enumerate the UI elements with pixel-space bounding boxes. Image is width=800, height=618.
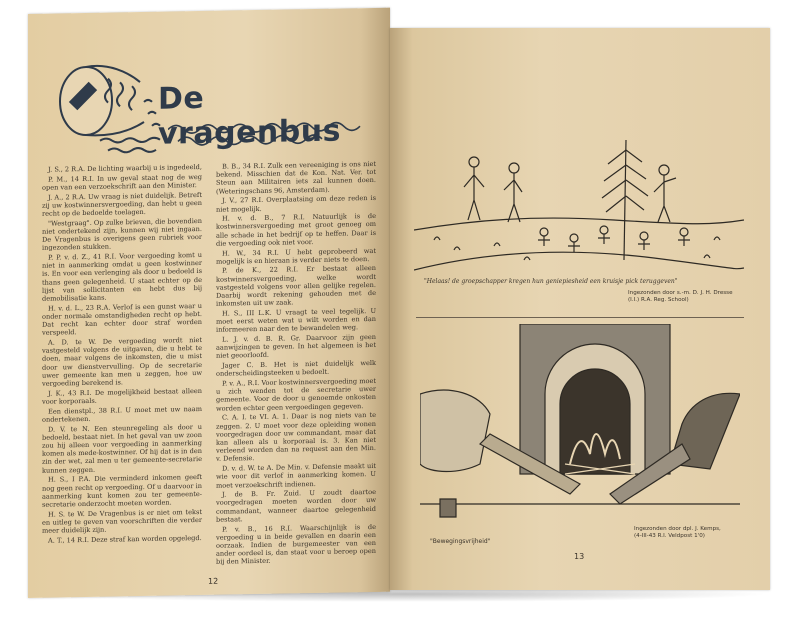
qa-entry: J. A., 2 R.A. Uw vraag is niet duidelijk. Betreft zij uw kostwinnersvergoeding, dan hebt u geen recht op de bedoelde toelagen. xyxy=(42,190,202,218)
qa-entry: A. D. te W. De vergoeding wordt niet vastgesteld volgens de uitgaven, die u hebt te doen, maar volgens de inkomsten, die u mist door uw dienstvervulling. Op de secretarie uwer gemeente kan men u zeggen, hoe uw vergoeding berekend is. xyxy=(42,336,202,388)
qa-entry: J. K., 43 R.I. De mogelijkheid bestaat alleen voor korporaals. xyxy=(42,386,202,406)
qa-entry: P. v. A., R.I. Voor kostwinnersvergoeding moet u zich wenden tot de secretarie uwer gemeente. Voor de door u genoemde onkosten worden echter geen vergoedingen gegeven. xyxy=(216,377,376,413)
qa-entry: J. V., 27 R.I. Overplaatsing om deze reden is niet mogelijk. xyxy=(216,194,376,214)
qa-entry: C. A. I. te VI. A. 1. Daar is nog niets van te zeggen. 2. U moet voor deze opleiding wonen voorgedragen door uw commandant, maar dat kan alleen als u korporaal is. 3. Kan niet verleend worden dan na request aan den Min. v. Defensie. xyxy=(216,411,376,464)
qa-entry: P. M., 14 R.I. In uw geval staat nog de weg open van een verzoekschrift aan den Minister. xyxy=(42,172,202,192)
qa-entry: H. S. te W. De Vragenbus is er niet om tekst en uitleg te geven van voorschriften die verder meer duidelijk zijn. xyxy=(42,507,202,535)
scribble-ornament xyxy=(168,116,388,150)
page-title: De vragenbus xyxy=(158,80,341,152)
qa-entry: P. de K., 22 R.I. Er bestaat alleen kostwinnersvergoeding, welke wordt vastgesteld volgens voor allen gelijke regelen. Daarbij wordt rekening gehouden met de inkomsten uit uw zaak. xyxy=(216,264,376,308)
qa-entry: H. S., III L.K. U vraagt te veel tegelijk. U moet eerst weten wat u wilt worden en dan informeeren naar den te bewandelen weg. xyxy=(216,306,376,335)
qa-entry: J. de B. Fr. Zuid. U zoudt daartoe voorgedragen moeten worden door uw commandant, wanneer daartoe gelegenheid bestaat. xyxy=(216,488,376,524)
fireplace-credit xyxy=(634,526,721,540)
qa-entry: Een dienstpl., 38 R.I. U moet met uw naam ondertekenen. xyxy=(42,404,202,424)
credit-line: (4-III-43 R.I. Veldpost 1'0) xyxy=(634,533,705,539)
fireplace-illustration xyxy=(420,324,740,524)
qa-columns xyxy=(42,160,376,576)
qa-entry: B. B., 34 R.I. Zulk een vereeniging is ons niet bekend. Misschien dat de Kon. Nat. Ver. tot Steun aan Militairen iets zal kunnen doen. (Weteringschans 96, Amsterdam). xyxy=(216,159,376,196)
right-page xyxy=(390,28,770,590)
cartoon-soldiers-illustration xyxy=(414,120,744,280)
qa-entry: D. v. d. W. te A. De Min. v. Defensie maakt uit wie voor dit verlof in aanmerking komen. U moet verzoekschrift indienen. xyxy=(216,462,376,490)
qa-entry: J. S., 2 R.A. De lichting waarbij u is ingedeeld, xyxy=(48,162,202,174)
qa-entry: H. v. d. B., 7 R.I. Natuurlijk is de kostwinnersvergoeding met groot genoeg om alle schade in het bedrijf op te heffen. Daar is die vergoeding ook niet voor. xyxy=(216,212,376,248)
qa-entry: P. P. v. d. Z., 41 R.I. Voor vergoeding komt u niet in aanmerking omdat u geen kostwinner is. En voor een verlenging als door u bedoeld is thans geen gelegenheid. U staat echter op de lijst van sollicitanten en hebt dus bij demobilisatie kans. xyxy=(42,250,202,303)
column-2 xyxy=(216,160,376,573)
fireplace-caption: "Bewegingsvrijheid" xyxy=(430,538,491,545)
column-1 xyxy=(42,163,202,576)
page-number-right: 13 xyxy=(574,552,585,561)
credit-line: (I.I.) R.A. Reg. School) xyxy=(628,297,689,303)
section-divider xyxy=(416,317,744,318)
qa-entry: Jager C. B. Het is niet duidelijk welk onderscheidingsteeken u bedoelt. xyxy=(216,359,376,379)
qa-entry: P. v. B., 16 R.I. Waarschijnlijk is de vergoeding u in beide gevallen en daarin een oorzaak. Indien de burgemeester van een ander oordeel is, dan staat voor u beroep open bij den Minister. xyxy=(216,522,376,567)
qa-entry: D. V. te N. Een steunregeling als door u bedoeld, bestaat niet. In het geval van uw zoon zou hij alleen voor vergoeding in aanmerking komen als mede-kostwinner. Of hij dat is in den zin der wet, zal men u ter gemeente-secretarie kunnen zeggen. xyxy=(42,422,202,475)
qa-entry: H. W., 34 R.I. U hebt geprobeerd wat mogelijk is en hieraan is verder niets te doen. xyxy=(216,246,376,266)
credit-line: Ingezonden door s.-m. D. J. H. Dresse xyxy=(628,290,733,296)
masthead xyxy=(48,38,378,164)
left-page xyxy=(28,8,390,598)
qa-entry: L. J. v. d. B. R. Gr. Daarvoor zijn geen aanwijzingen te geven. In het algemeen is het niet geoorloofd. xyxy=(216,332,376,361)
page-number-left: 12 xyxy=(208,576,219,586)
cartoon-caption: "Helaas! de groepschapper kregen hun geniepiesheid een kruisje pick teruggeven" xyxy=(424,278,678,285)
qa-entry: H. v. d. L., 23 R.A. Verlof is een gunst waar u onder normale omstandigheden recht op hebt. Dat recht kan echter door straf worden verspeeld. xyxy=(42,301,202,338)
qa-entry: H. S., I P.A. Die verminderd inkomen geeft nog geen recht op vergoeding. Of u daarvoor in aanmerking kunt komen zou ter gemeente-secretarie onderzocht moeten worden. xyxy=(42,473,202,509)
qa-entry: A. T., 14 R.I. Deze straf kan worden opgelegd. xyxy=(48,533,202,545)
qa-entry: "Westgraag". Op zulke brieven, die bovendien niet ondertekend zijn, kunnen wij niet ingaan. De Vragenbus is overigens geen rubriek voor ingezonden stukken. xyxy=(42,216,202,253)
credit-line: Ingezonden door dpl. J. Kemps, xyxy=(634,526,721,532)
cartoon-credit xyxy=(628,290,733,304)
